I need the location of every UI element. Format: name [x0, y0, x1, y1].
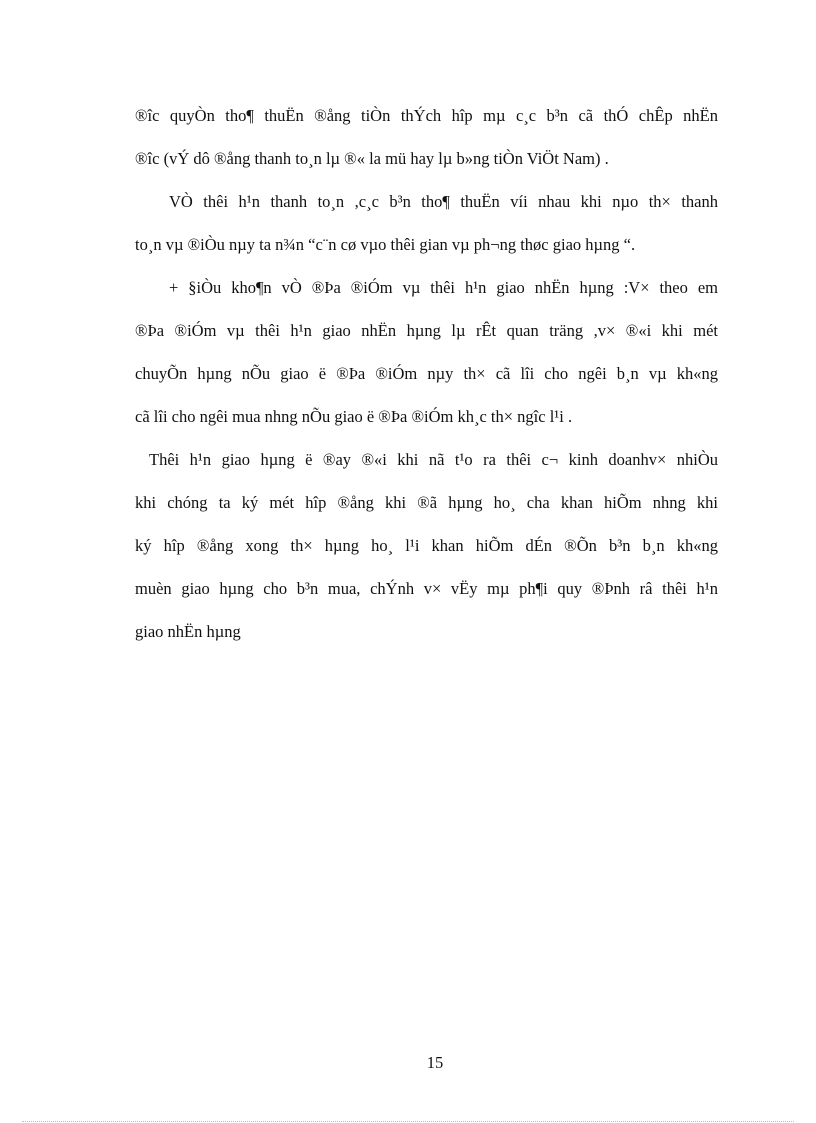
text-line: Thêi h¹n giao hµng ë ®ay ®«i khi nã t¹o ra thêi c¬ kinh doanhv× nhiÒu [149, 450, 718, 469]
text-line: ®îc quyÒn tho¶ thuËn ®ång tiÒn thÝch hîp mµ c¸c b³n cã thÓ chÊp nhËn [135, 106, 718, 125]
text-line: ký hîp ®ång xong th× hµng ho¸ l¹i khan hiÕm dÉn ®Õn b³n b¸n kh«ng [135, 536, 718, 555]
text-line: giao nhËn hµng [135, 622, 241, 641]
page-bottom-divider [22, 1121, 794, 1122]
text-line: to¸n vµ ®iÒu nµy ta n¾n “c¨n cø vµo thêi gian vµ ph¬ng thøc giao hµng “. [135, 235, 636, 254]
text-line: ®Þa ®iÓm vµ thêi h¹n giao nhËn hµng lµ rÊt quan träng ,v× ®«i khi mét [135, 321, 718, 340]
text-line: VÒ thêi h¹n thanh to¸n ,c¸c b³n tho¶ thuËn víi nhau khi nµo th× thanh [169, 192, 718, 211]
page-number: 15 [426, 1053, 444, 1072]
text-line: chuyÕn hµng nÕu giao ë ®Þa ®iÓm nµy th× cã lîi cho ngêi b¸n vµ kh«ng [135, 364, 718, 383]
document-body [135, 94, 718, 653]
text-line: + §iÒu kho¶n vÒ ®Þa ®iÓm vµ thêi h¹n giao nhËn hµng :V× theo em [169, 278, 718, 297]
text-line: cã lîi cho ngêi mua nhng nÕu giao ë ®Þa ®iÓm kh¸c th× ngîc l¹i . [135, 407, 573, 426]
text-line: ®îc (vÝ dô ®ång thanh to¸n lµ ®« la mü hay lµ b»ng tiÒn ViÖt Nam) . [135, 149, 609, 168]
text-line: khi chóng ta ký mét hîp ®ång khi ®ã hµng ho¸ cha khan hiÕm nhng khi [135, 493, 718, 512]
text-line: muèn giao hµng cho b³n mua, chÝnh v× vËy mµ ph¶i quy ®Þnh râ thêi h¹n [135, 579, 718, 598]
